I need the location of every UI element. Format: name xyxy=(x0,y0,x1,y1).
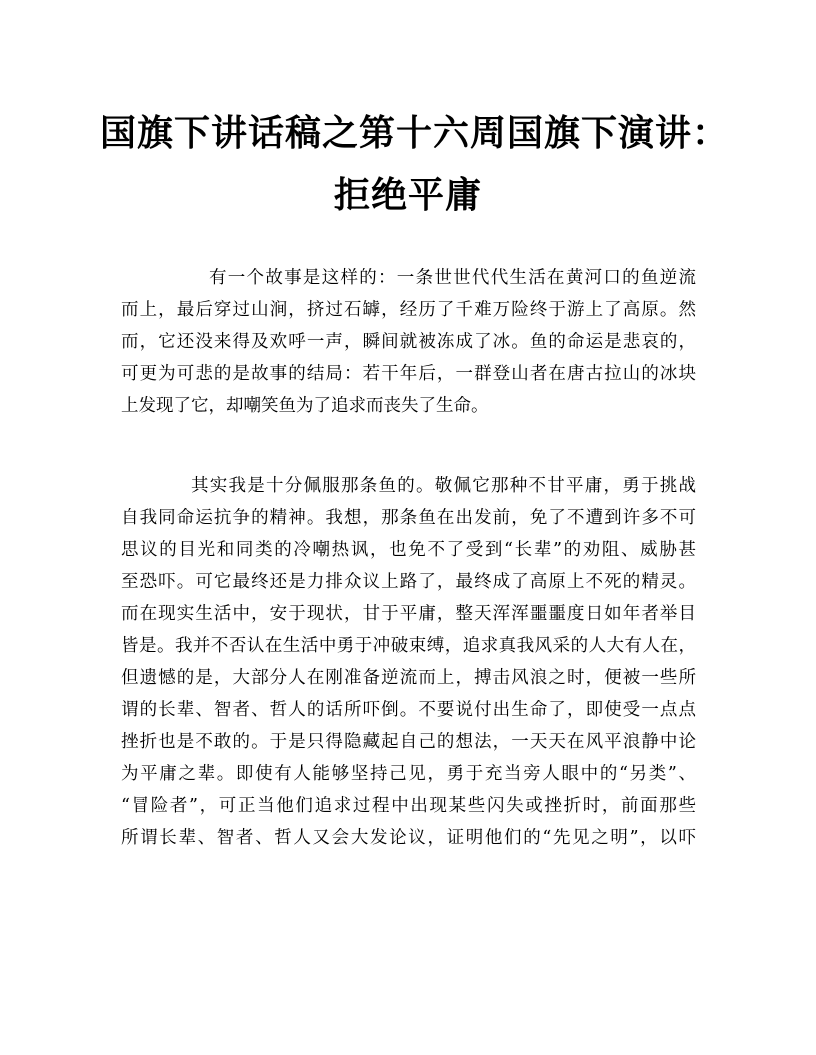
paragraph-2-line-8: 谓的长辈、智者、哲人的话所吓倒。不要说付出生命了，即使受一点点 xyxy=(121,700,696,720)
paragraph-2-line-3: 思议的目光和同类的冷嘲热讽，也免不了受到“长辈”的劝阻、威胁甚 xyxy=(121,540,696,560)
paragraph-1-line-1: 有一个故事是这样的：一条世世代代生活在黄河口的鱼逆流 xyxy=(209,268,696,288)
paragraph-2-line-1: 其实我是十分佩服那条鱼的。敬佩它那种不甘平庸，勇于挑战 xyxy=(191,476,696,496)
paragraph-2-line-12: 所谓长辈、智者、哲人又会大发论议，证明他们的“先见之明”，以吓 xyxy=(121,828,696,848)
paragraph-1-line-3: 而，它还没来得及欢呼一声，瞬间就被冻成了冰。鱼的命运是悲哀的， xyxy=(121,332,696,352)
document-title-line-1: 国旗下讲话稿之第十六周国旗下演讲： xyxy=(100,112,730,154)
paragraph-2-line-5: 而在现实生活中，安于现状，甘于平庸，整天浑浑噩噩度日如年者举目 xyxy=(121,604,696,624)
paragraph-2-line-10: 为平庸之辈。即使有人能够坚持己见，勇于充当旁人眼中的“另类”、 xyxy=(121,764,696,784)
paragraph-2-line-6: 皆是。我并不否认在生活中勇于冲破束缚，追求真我风采的人大有人在， xyxy=(121,636,696,656)
paragraph-1 xyxy=(121,262,696,422)
paragraph-2-line-4: 至恐吓。可它最终还是力排众议上路了，最终成了高原上不死的精灵。 xyxy=(121,572,696,592)
paragraph-2-line-2: 自我同命运抗争的精神。我想，那条鱼在出发前，免了不遭到许多不可 xyxy=(121,508,696,528)
paragraph-2-line-7: 但遗憾的是，大部分人在刚准备逆流而上，搏击风浪之时，便被一些所 xyxy=(121,668,696,688)
paragraph-2-line-9: 挫折也是不敢的。于是只得隐藏起自己的想法，一天天在风平浪静中论 xyxy=(121,732,696,752)
document-title-line-2: 拒绝平庸 xyxy=(333,174,482,216)
paragraph-1-line-2: 而上，最后穿过山涧，挤过石罅，经历了千难万险终于游上了高原。然 xyxy=(121,300,696,320)
paragraph-1-line-5: 上发现了它，却嘲笑鱼为了追求而丧失了生命。 xyxy=(121,396,489,416)
paragraph-2-line-11: “冒险者”，可正当他们追求过程中出现某些闪失或挫折时，前面那些 xyxy=(121,796,696,816)
paragraph-1-line-4: 可更为可悲的是故事的结局：若干年后，一群登山者在唐古拉山的冰块 xyxy=(121,364,696,384)
paragraph-2 xyxy=(121,470,696,854)
